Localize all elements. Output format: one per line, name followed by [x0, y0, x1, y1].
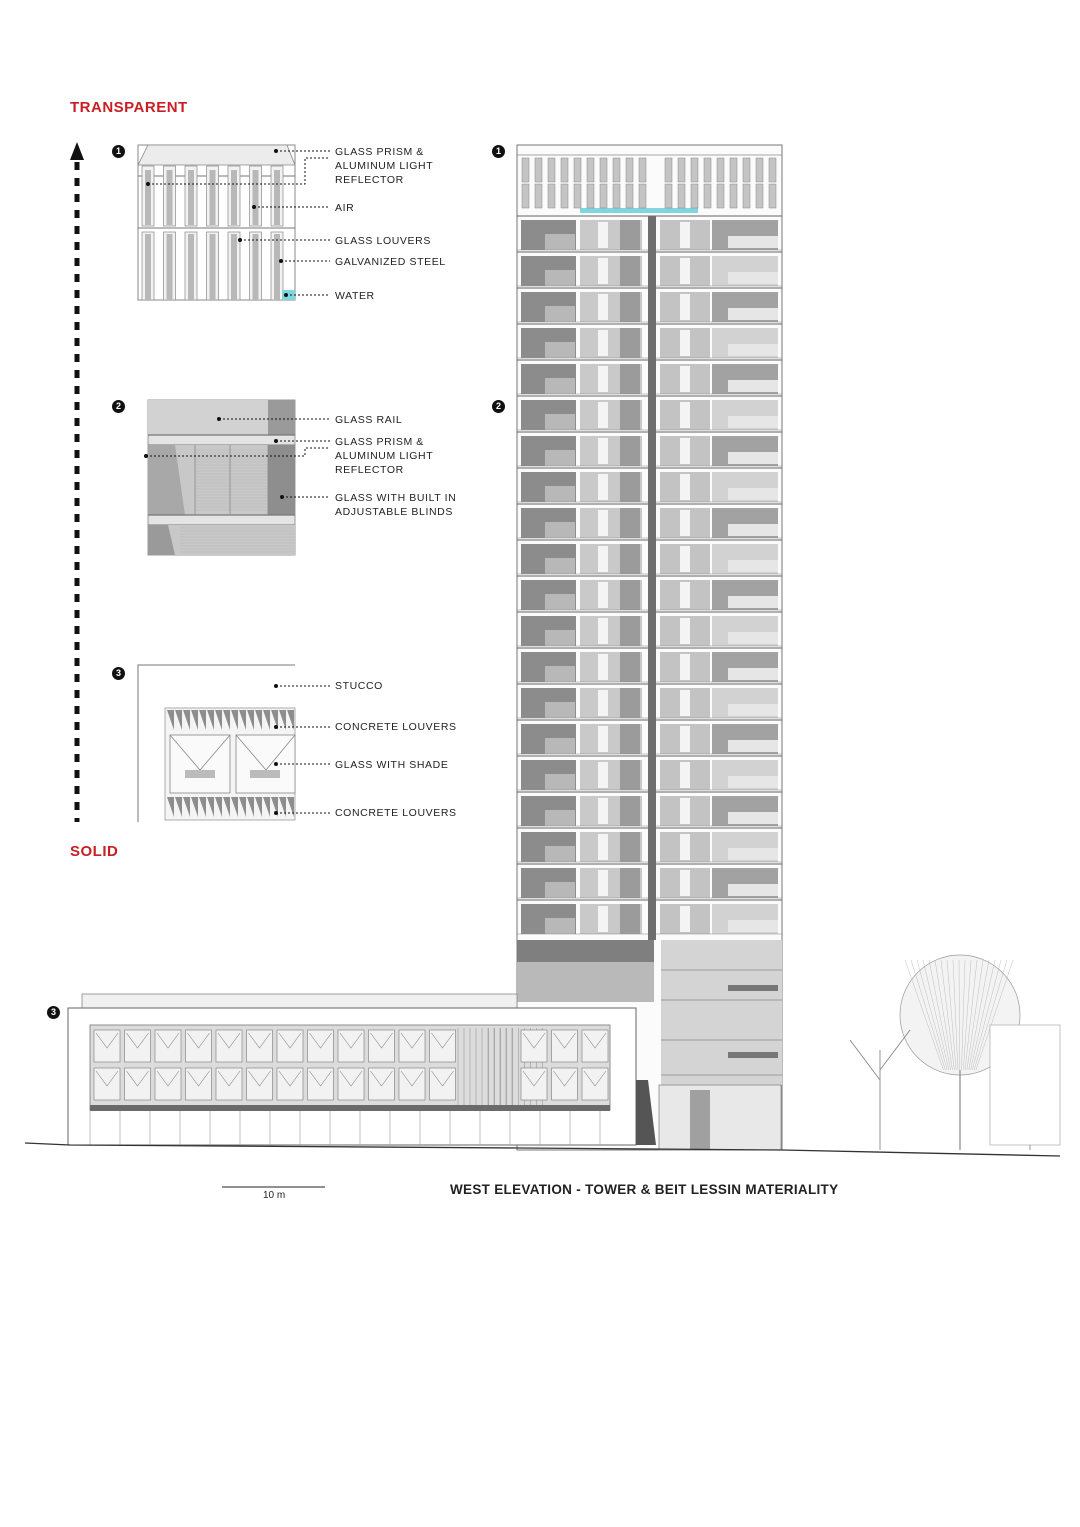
label-concrete-louvers-1: CONCRETE LOUVERS [335, 721, 457, 733]
scale-bar-label: 10 m [263, 1190, 286, 1201]
tower-elevation [517, 145, 782, 1150]
label-glass-rail: GLASS RAIL [335, 414, 403, 426]
label-glass-prism-1: GLASS PRISM & ALUMINUM LIGHT REFLECTOR [335, 146, 434, 186]
marker-3-detail: 3 [112, 667, 125, 680]
marker-1-tower: 1 [492, 145, 505, 158]
label-glass-louvers: GLASS LOUVERS [335, 235, 431, 247]
label-air: AIR [335, 202, 355, 214]
marker-2-tower: 2 [492, 400, 505, 413]
label-glass-with-shade: GLASS WITH SHADE [335, 759, 449, 771]
materiality-scale-arrow [70, 142, 84, 822]
detail-3-drawing [138, 665, 295, 822]
scale-title-solid: SOLID [70, 843, 119, 860]
detail-2-drawing [148, 400, 295, 555]
detail-1-drawing [138, 145, 295, 300]
scale-title-transparent: TRANSPARENT [70, 99, 188, 116]
label-glass-blinds: GLASS WITH BUILT IN ADJUSTABLE BLINDS [335, 492, 457, 518]
trees [850, 955, 1060, 1150]
marker-2-detail: 2 [112, 400, 125, 413]
marker-3-podium: 3 [47, 1006, 60, 1019]
drawing-caption: WEST ELEVATION - TOWER & BEIT LESSIN MATERIALITY [450, 1182, 839, 1197]
marker-1-detail: 1 [112, 145, 125, 158]
label-concrete-louvers-2: CONCRETE LOUVERS [335, 807, 457, 819]
label-water: WATER [335, 290, 375, 302]
label-glass-prism-2: GLASS PRISM & ALUMINUM LIGHT REFLECTOR [335, 436, 434, 476]
label-galvanized-steel: GALVANIZED STEEL [335, 256, 446, 268]
beit-lessin-elevation [68, 994, 656, 1145]
label-stucco: STUCCO [335, 680, 383, 692]
